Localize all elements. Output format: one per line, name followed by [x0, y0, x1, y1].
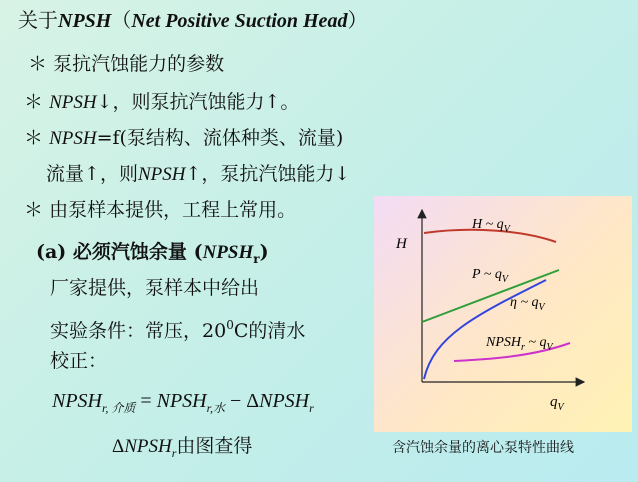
bullet-pump-sample: ＊ 由泵样本提供，工程上常用。 [24, 199, 297, 221]
bullet-parameter: ＊ 泵抗汽蚀能力的参数 [28, 53, 225, 75]
flow-relation: 流量↑，则NPSH↑，泵抗汽蚀能力↓ [46, 163, 351, 185]
h-curve-label: H ~ $q_V$ [472, 217, 510, 235]
correction-label: 校正： [50, 350, 108, 372]
p-curve-label: P ~ $q_V$ [472, 267, 508, 285]
npsh-curve-label: $NPSH_r$ ~ $q_V$ [486, 335, 553, 353]
characteristic-chart [374, 196, 632, 432]
correction-formula: $NPSH_{r, 介质}$ = $NPSH_{r,水}$ − $\Delta NPSH_r$ [52, 390, 314, 415]
eta-curve-label: η ~ $q_V$ [510, 295, 545, 313]
q-axis-label: $q_V$ [550, 394, 564, 413]
h-axis-label: H [396, 236, 407, 252]
page-title: 关于NPSH（Net Positive Suction Head） [18, 8, 368, 32]
characteristic-chart-panel [374, 196, 632, 432]
section-heading: (a) 必须汽蚀余量 $(NPSH_r)$ [36, 241, 269, 266]
lookup-note: $\Delta NPSH_r$由图查得 [112, 435, 253, 460]
manufacturer-line: 厂家提供，泵样本中给出 [50, 277, 260, 299]
chart-caption: 含汽蚀余量的离心泵特性曲线 [392, 440, 574, 456]
experiment-conditions: 实验条件：常压，$20^0C$的清水 [50, 318, 306, 342]
bullet-npsh-function: ＊ NPSH=f(泵结构、流体种类、流量) [24, 127, 344, 149]
bullet-npsh-decrease: ＊ NPSH↓，则泵抗汽蚀能力↑。 [24, 91, 300, 113]
